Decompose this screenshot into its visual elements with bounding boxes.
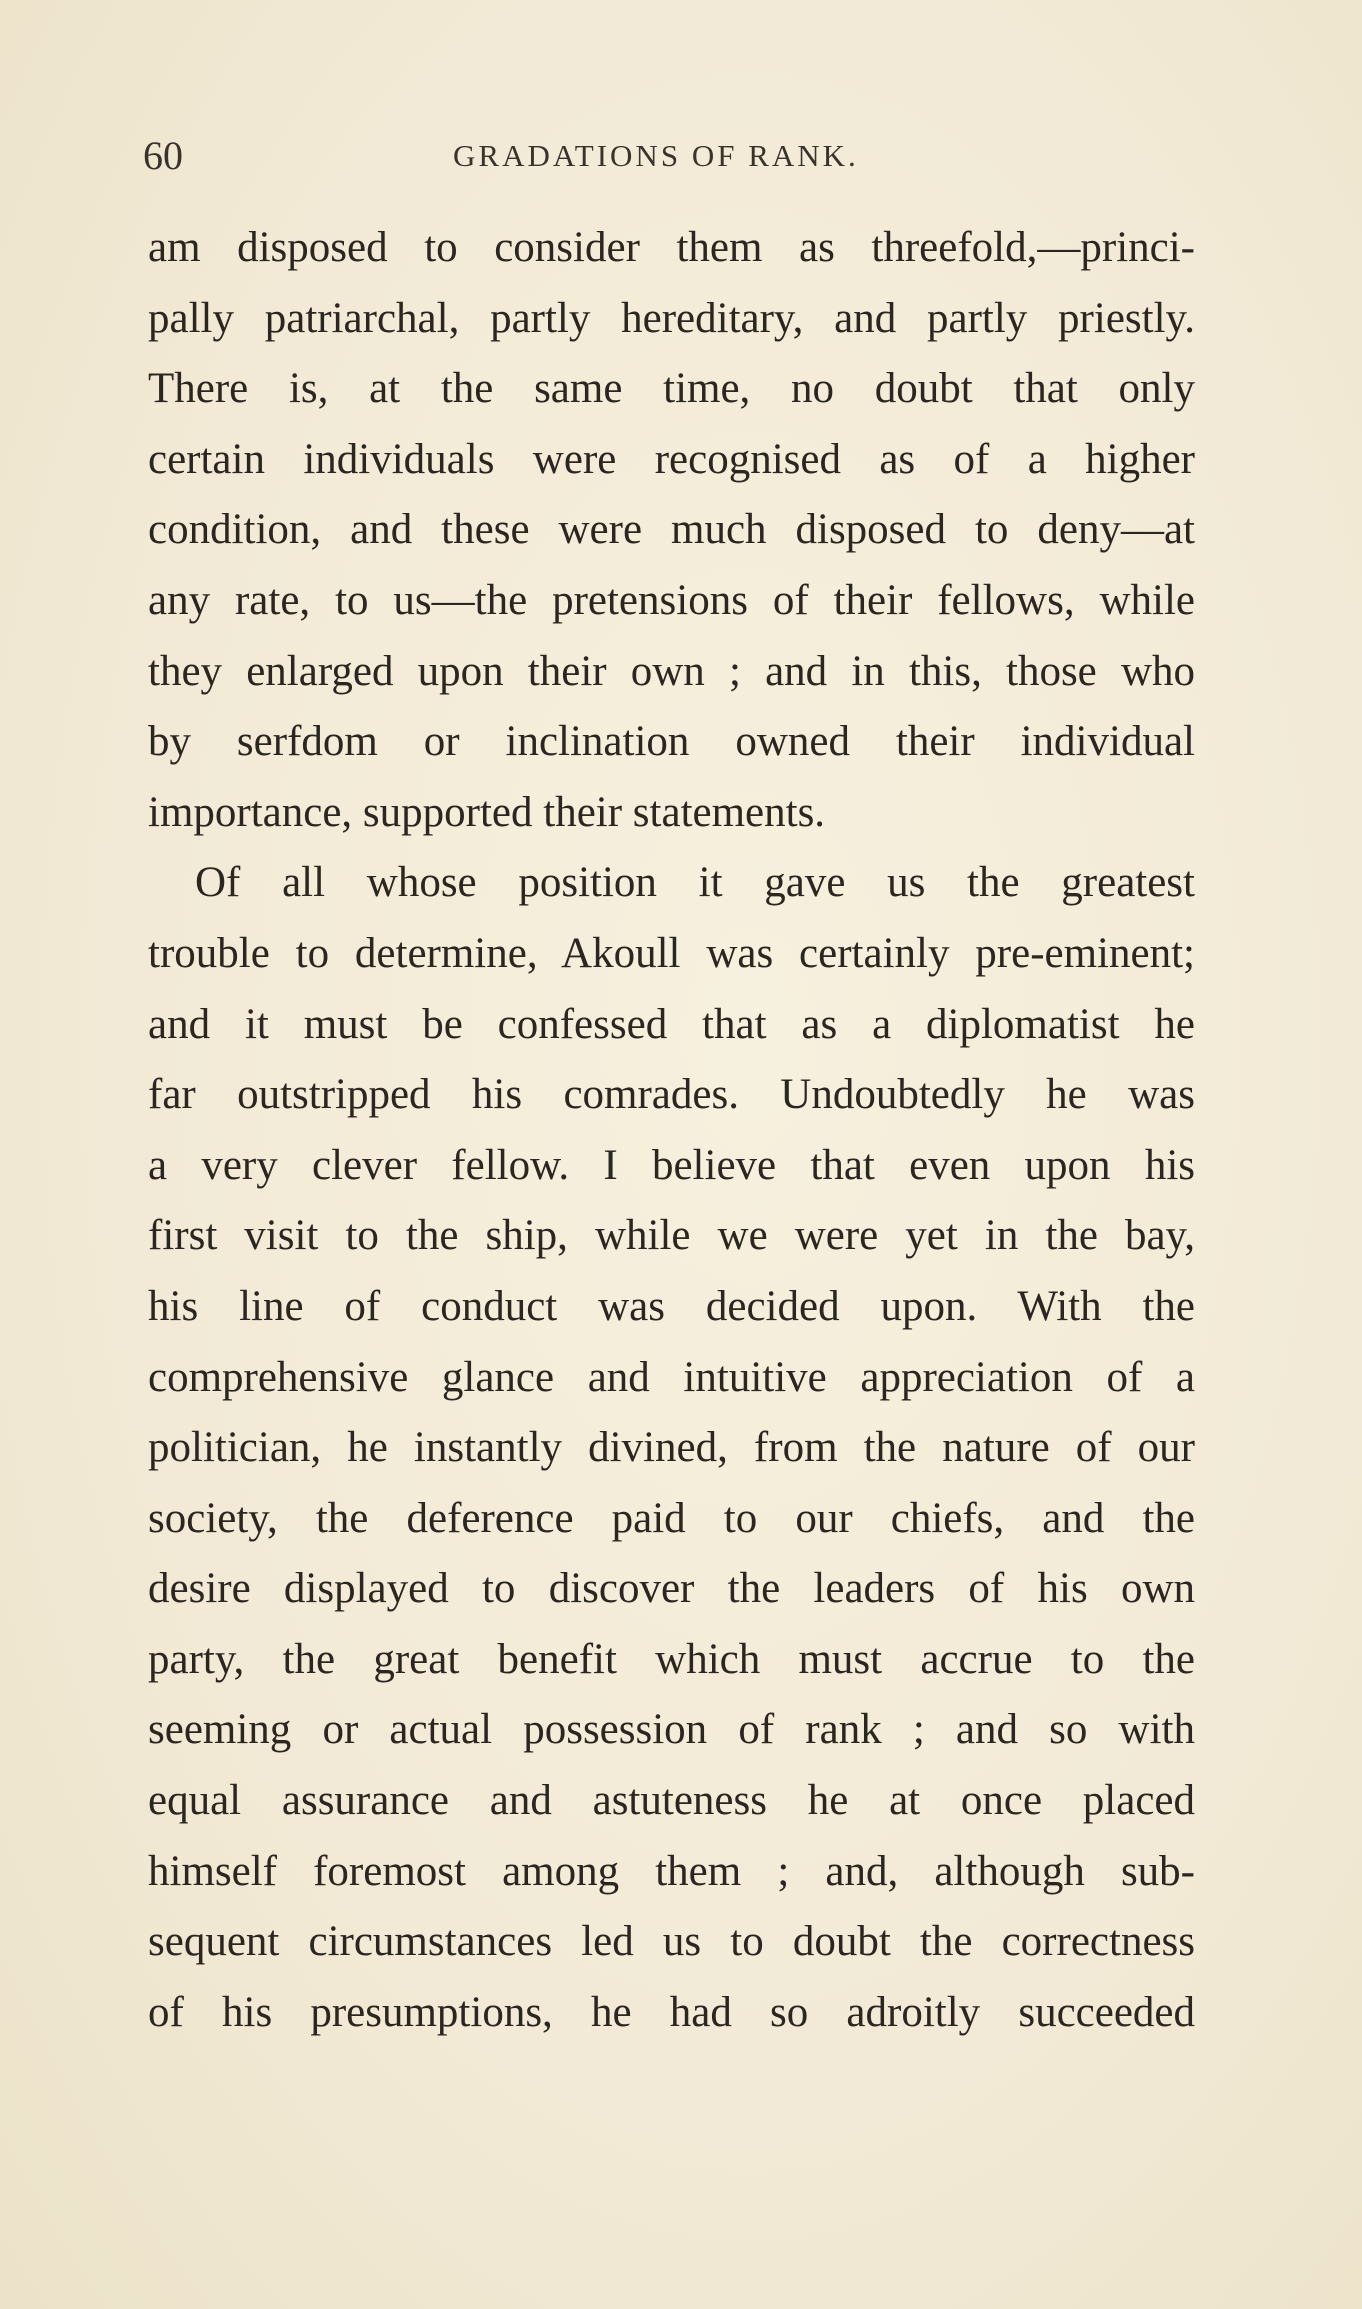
text-line: party, the great benefit which must accrue to the (148, 1635, 1195, 1683)
text-line: of his presumptions, he had so adroitly succeeded (148, 1988, 1195, 2036)
text-line: first visit to the ship, while we were yet in the bay, (148, 1212, 1195, 1260)
text-line: any rate, to us—the pretensions of their fellows, while (148, 576, 1195, 624)
page-number: 60 (143, 133, 183, 178)
text-line: condition, and these were much disposed to deny—at (148, 506, 1195, 554)
page-header (143, 128, 1196, 184)
text-line: desire displayed to discover the leaders of his own (148, 1565, 1195, 1613)
text-line: far outstripped his comrades. Undoubtedly he was (148, 1071, 1195, 1119)
text-line: sequent circumstances led us to doubt the correctness (148, 1918, 1195, 1966)
text-line: politician, he instantly divined, from the nature of our (148, 1424, 1195, 1472)
body-text (148, 213, 1195, 2048)
text-line: a very clever fellow. I believe that even upon his (148, 1141, 1195, 1189)
text-line: by serfdom or inclination owned their individual (148, 718, 1195, 766)
text-line: comprehensive glance and intuitive appreciation of a (148, 1353, 1195, 1401)
text-line: pally patriarchal, partly hereditary, and partly priestly. (148, 294, 1195, 342)
text-line: equal assurance and astuteness he at once placed (148, 1777, 1195, 1825)
text-line: trouble to determine, Akoull was certainly pre-eminent; (148, 929, 1195, 977)
text-line: importance, supported their statements. (148, 788, 826, 836)
text-line: There is, at the same time, no doubt that only (148, 365, 1195, 413)
text-line: and it must be confessed that as a diplomatist he (148, 1000, 1195, 1048)
text-line: certain individuals were recognised as of a higher (148, 435, 1195, 483)
text-line: Of all whose position it gave us the greatest (195, 859, 1195, 907)
text-line: am disposed to consider them as threefold,—princi- (148, 224, 1195, 271)
running-title: GRADATIONS OF RANK. (453, 138, 859, 173)
text-line: they enlarged upon their own ; and in this, those who (148, 647, 1195, 695)
text-line: seeming or actual possession of rank ; and so with (148, 1706, 1195, 1754)
text-line: himself foremost among them ; and, although sub- (148, 1847, 1195, 1895)
text-line: society, the deference paid to our chiefs, and the (148, 1494, 1195, 1542)
text-line: his line of conduct was decided upon. With the (148, 1282, 1195, 1330)
